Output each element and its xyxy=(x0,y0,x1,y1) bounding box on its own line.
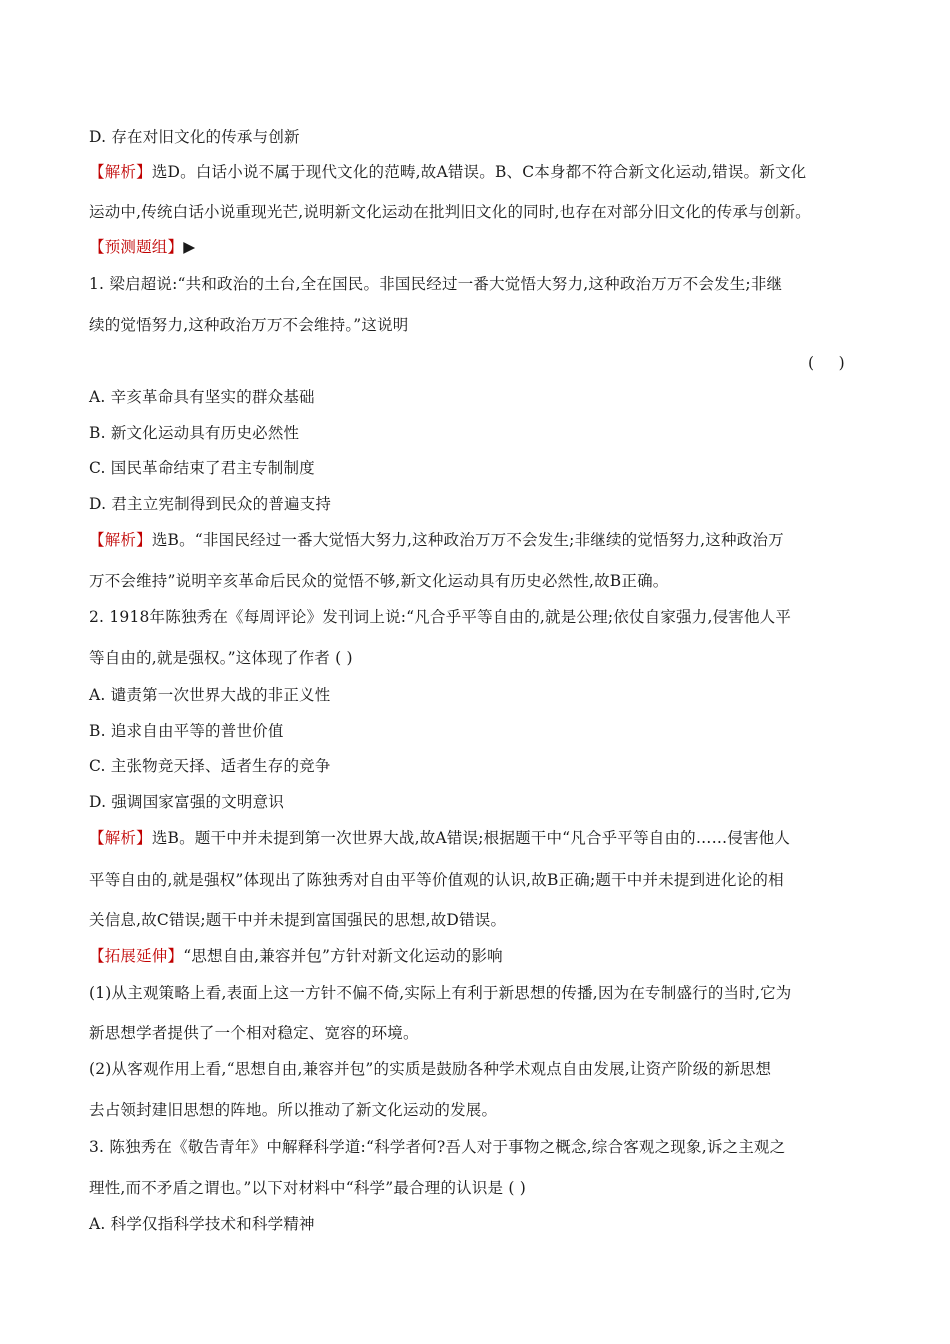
analysis-line xyxy=(89,161,864,183)
line-text: 选B。“非国民经过一番大觉悟大努力,这种政治万万不会发生;非继续的觉悟努力,这种政治万 xyxy=(151,531,784,549)
option-b-line xyxy=(89,422,864,444)
answer-parenthesis: ( ) xyxy=(808,354,845,372)
line-text: 理性,而不矛盾之谓也。”以下对材料中“科学”最合理的认识是 ( ) xyxy=(89,1179,526,1197)
line-text: C. 国民革命结束了君主专制制度 xyxy=(89,459,315,477)
option-d-line xyxy=(89,126,864,148)
line-text: 等自由的,就是强权。”这体现了作者 ( ) xyxy=(89,649,353,667)
line-text: 选B。题干中并未提到第一次世界大战,故A错误;根据题干中“凡合乎平等自由的……侵害他人 xyxy=(151,829,791,847)
line-text: A. 谴责第一次世界大战的非正义性 xyxy=(89,686,331,704)
paragraph-line xyxy=(89,1058,864,1080)
question-2-line xyxy=(89,606,864,628)
analysis-line xyxy=(89,529,864,551)
question-2-line xyxy=(89,647,864,669)
paragraph-line xyxy=(89,909,864,931)
line-text: D. 君主立宪制得到民众的普遍支持 xyxy=(89,495,332,513)
line-text: “思想自由,兼容并包”方针对新文化运动的影响 xyxy=(183,947,503,965)
line-text: 2. 1918年陈独秀在《每周评论》发刊词上说:“凡合乎平等自由的,就是公理;依仗自家强力,侵害他人平 xyxy=(89,608,792,626)
extension-tag: 【拓展延伸】 xyxy=(89,947,184,965)
line-text: 选D。白话小说不属于现代文化的范畴,故A错误。B、C本身都不符合新文化运动,错误。新文化 xyxy=(151,163,807,181)
line-text: D. 存在对旧文化的传承与创新 xyxy=(89,128,300,146)
paragraph-line xyxy=(89,982,864,1004)
option-d-line xyxy=(89,493,864,515)
analysis-tag: 【解析】 xyxy=(89,829,152,847)
line-text: (2)从客观作用上看,“思想自由,兼容并包”的实质是鼓励各种学术观点自由发展,让资产阶级的新思想 xyxy=(89,1060,772,1078)
line-text: 续的觉悟努力,这种政治万万不会维持。”这说明 xyxy=(89,316,409,334)
paragraph-line xyxy=(89,1099,864,1121)
extension-heading xyxy=(89,945,864,967)
paragraph-line xyxy=(89,570,864,592)
paragraph-line xyxy=(89,201,864,223)
question-1-line xyxy=(89,314,864,336)
line-text: A. 科学仅指科学技术和科学精神 xyxy=(89,1215,315,1233)
option-a-line xyxy=(89,684,864,706)
line-text: 1. 梁启超说:“共和政治的土台,全在国民。非国民经过一番大觉悟大努力,这种政治万万不会发生;非继 xyxy=(89,275,783,293)
line-text: C. 主张物竞天择、适者生存的竞争 xyxy=(89,757,331,775)
option-a-line xyxy=(89,386,864,408)
question-3-line xyxy=(89,1177,864,1199)
paragraph-line xyxy=(89,1022,864,1044)
line-text: (1)从主观策略上看,表面上这一方针不偏不倚,实际上有利于新思想的传播,因为在专制盛行的当时,它为 xyxy=(89,984,792,1002)
line-text: 去占领封建旧思想的阵地。所以推动了新文化运动的发展。 xyxy=(89,1101,498,1119)
line-text: B. 新文化运动具有历史必然性 xyxy=(89,424,300,442)
line-text: B. 追求自由平等的普世价值 xyxy=(89,722,284,740)
line-text: 3. 陈独秀在《敬告青年》中解释科学道:“科学者何?吾人对于事物之概念,综合客观之现象,诉之主观之 xyxy=(89,1138,786,1156)
option-c-line xyxy=(89,755,864,777)
question-3-line xyxy=(89,1136,864,1158)
option-b-line xyxy=(89,720,864,742)
triangle-icon: ▶ xyxy=(183,238,196,256)
analysis-tag: 【解析】 xyxy=(89,163,152,181)
option-d-line xyxy=(89,791,864,813)
analysis-line xyxy=(89,827,864,849)
line-text: D. 强调国家富强的文明意识 xyxy=(89,793,285,811)
line-text: 运动中,传统白话小说重现光芒,说明新文化运动在批判旧文化的同时,也存在对部分旧文化的传承与创新。 xyxy=(89,203,811,221)
line-text: 新思想学者提供了一个相对稳定、宽容的环境。 xyxy=(89,1024,419,1042)
option-c-line xyxy=(89,457,864,479)
line-text: A. 辛亥革命具有坚实的群众基础 xyxy=(89,388,315,406)
line-text: 万不会维持”说明辛亥革命后民众的觉悟不够,新文化运动具有历史必然性,故B正确。 xyxy=(89,572,669,590)
line-text: 平等自由的,就是强权”体现出了陈独秀对自由平等价值观的认识,故B正确;题干中并未提到进化论的相 xyxy=(89,871,784,889)
section-heading xyxy=(89,236,864,258)
option-a-line xyxy=(89,1213,864,1235)
question-1-line xyxy=(89,273,864,295)
paragraph-line xyxy=(89,869,864,891)
line-text: 关信息,故C错误;题干中并未提到富国强民的思想,故D错误。 xyxy=(89,911,507,929)
prediction-tag: 【预测题组】 xyxy=(89,238,184,256)
analysis-tag: 【解析】 xyxy=(89,531,152,549)
